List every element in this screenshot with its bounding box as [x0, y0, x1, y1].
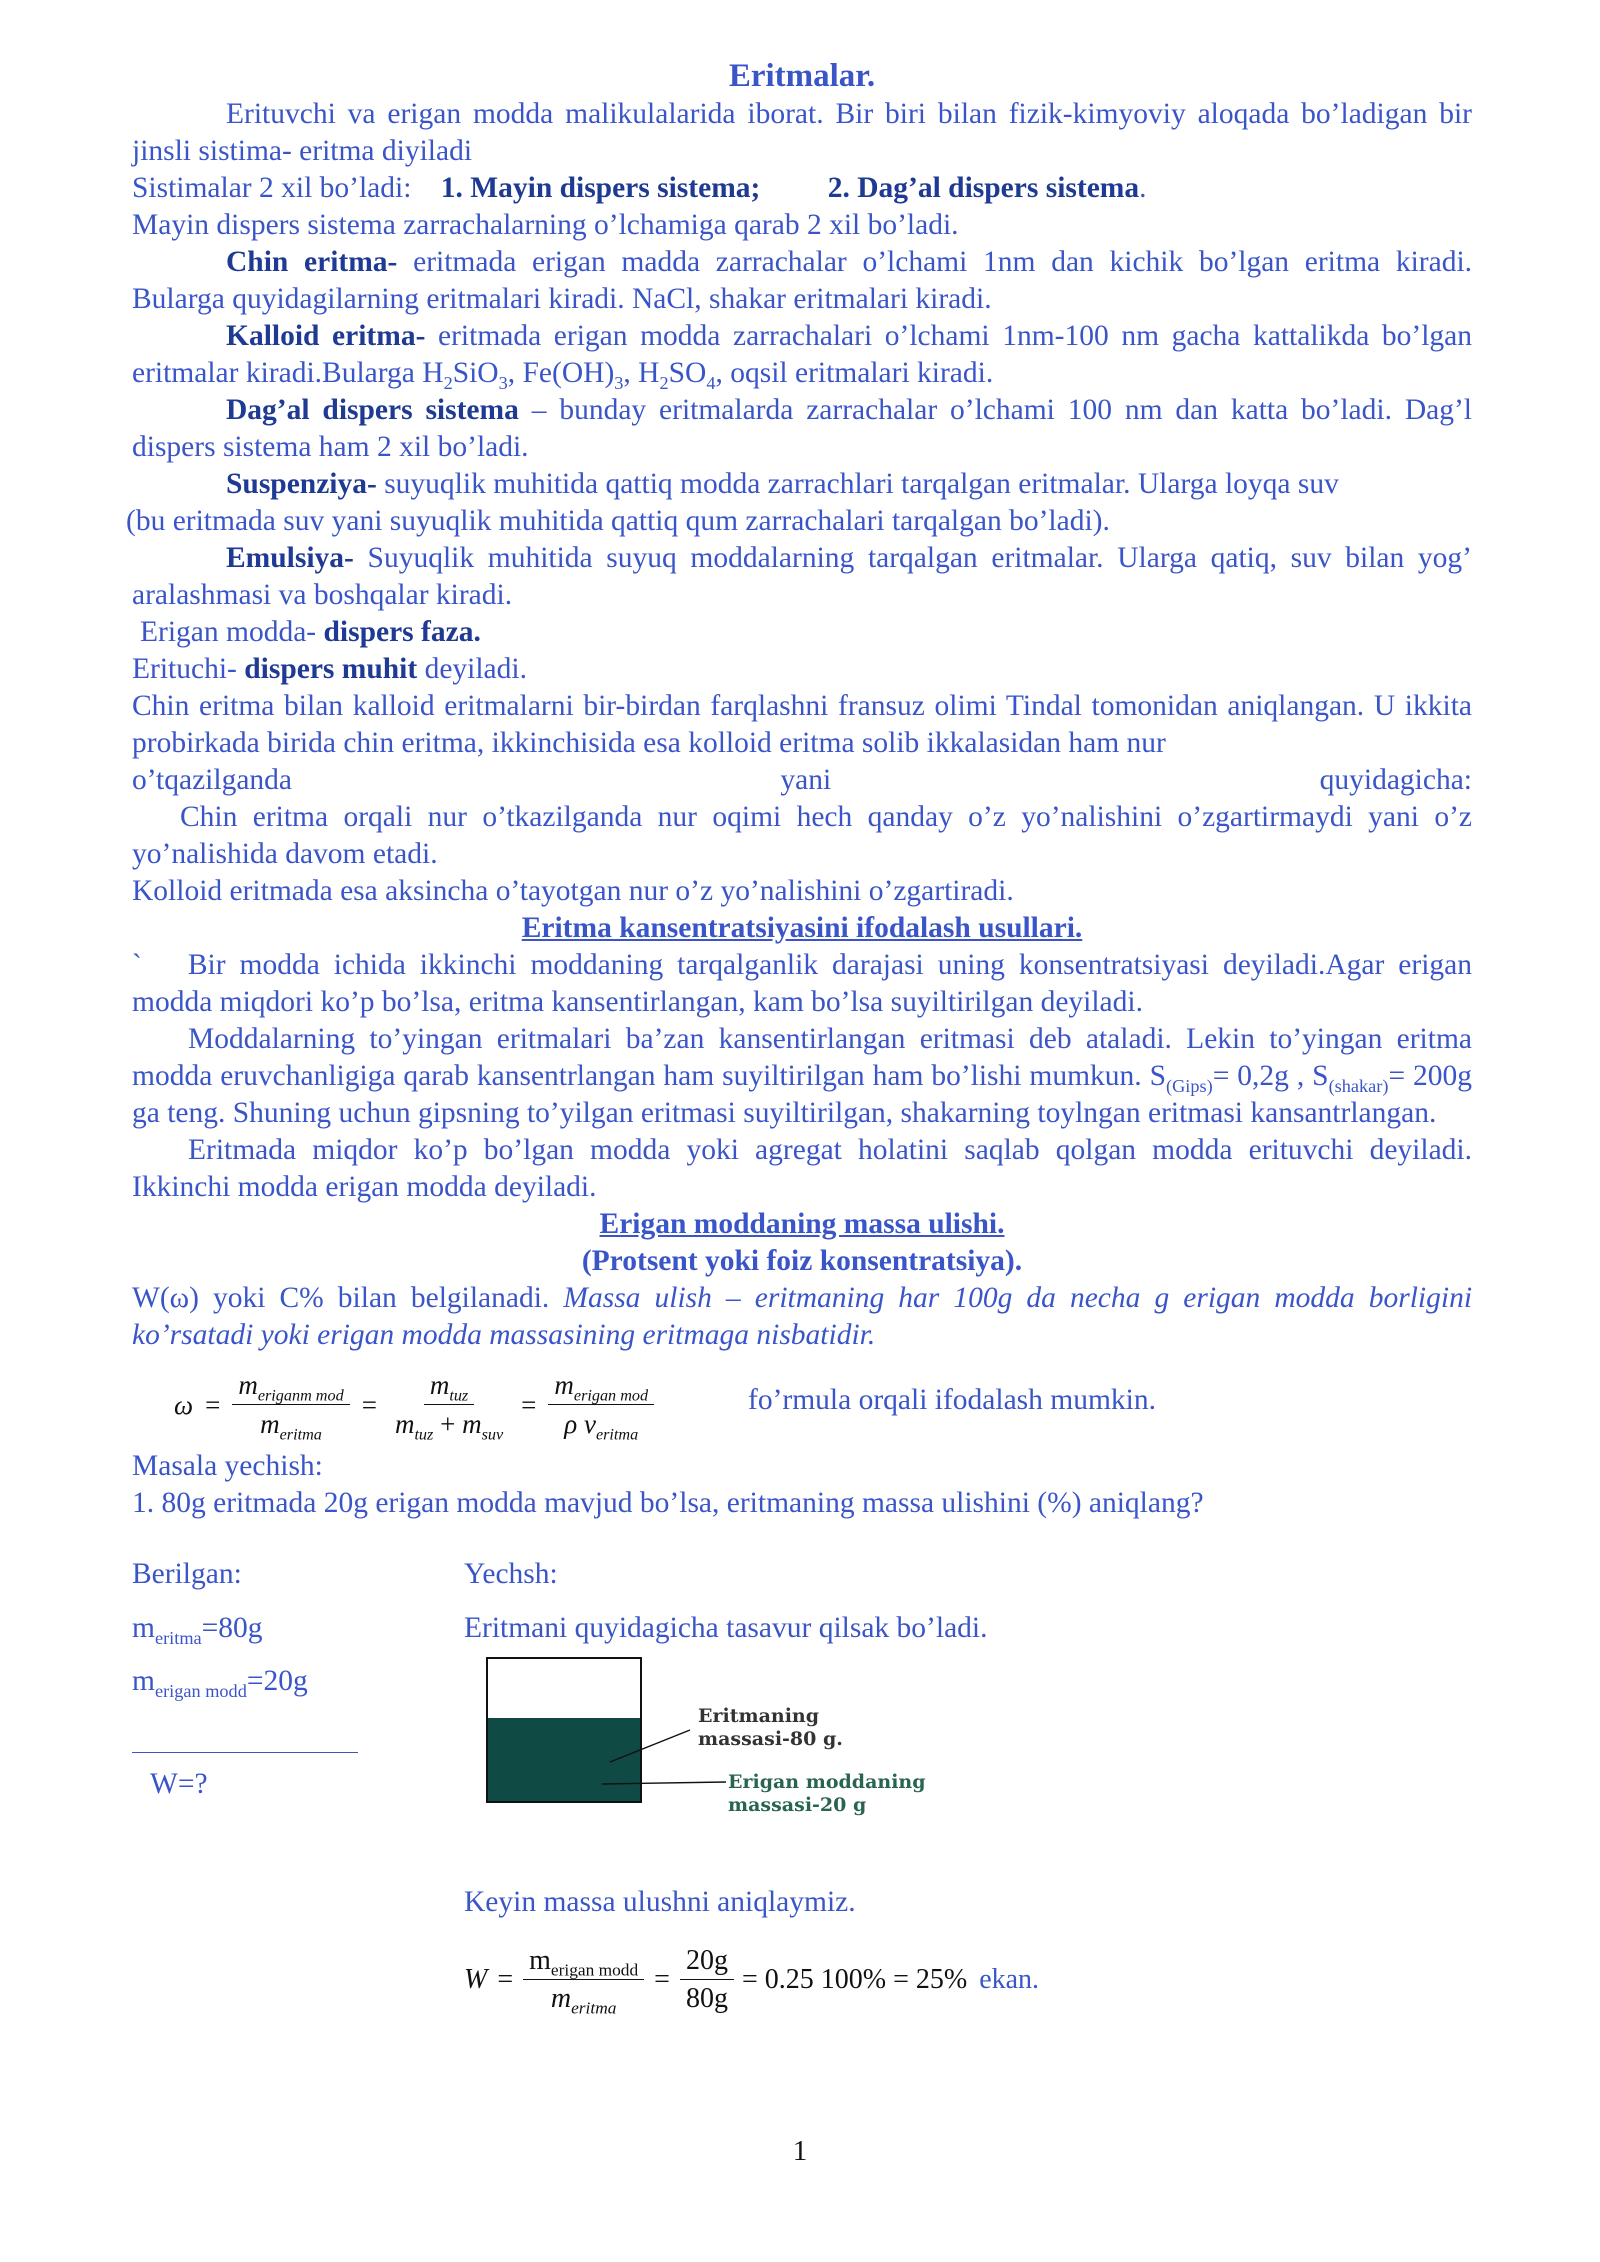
- solution-label: Yechsh:: [464, 1558, 558, 1590]
- paragraph-fine-dispersion: Mayin dispers sistema zarrachalarning o’lchamiga qarab 2 xil bo’ladi.: [132, 209, 959, 241]
- chemical-formulas: $H_2SiO_3$, $Fe(OH)_3$, $H_2SO_4$, oqsil eritmalari kiradi.: [422, 357, 994, 393]
- given-label: Berilgan:: [132, 1558, 242, 1590]
- label-solution-mass: Eritmaning massasi-80 g.: [698, 1705, 843, 1750]
- page-title: Eritmalar.: [728, 58, 876, 94]
- paragraph-solvent: Eritmada miqdor ko’p bo’lgan modda yoki agregat holatini saqlab qolgan modda erituvchi deyiladi. Ikkinchi modda erigan modda deyiladi.: [132, 1134, 1472, 1203]
- formula-caption: fo’rmula orqali ifodalash mumkin.: [748, 1384, 1156, 1416]
- solution-imagine: Eritmani quyidagicha tasavur qilsak bo’ladi.: [464, 1612, 988, 1644]
- paragraph-true-solution: Chin eritma- eritmada erigan madda zarrachalar o’lchami 1nm dan kichik bo’lgan eritma kiradi. Bularga quyidagilarning eritmalari kiradi. NaCl, shakar eritmalari kiradi.: [132, 246, 1473, 315]
- paragraph-colloid-solution: Kalloid eritma- eritmada erigan modda zarrachalari o’lchami 1nm-100 nm gacha kattalikda bo’lgan eritmalar kiradi.Bularga $H_2SiO_3$, $Fe(OH)_3$, $H_2SO_4$, oqsil eritmalari kiradi.: [132, 320, 1473, 393]
- paragraph-tyndall-colloid: Kolloid eritmada esa aksincha o’tayotgan nur o’z yo’nalishini o’zgartiradi.: [132, 875, 1014, 907]
- system-type-1: 1. Mayin dispers sistema;: [440, 172, 761, 204]
- label-solute-mass: Erigan moddaning massasi-20 g: [728, 1771, 926, 1816]
- fraction-1: $\frac{m_{eriganm mod}}{m_{eritma}}$: [232, 1366, 349, 1443]
- paragraph-system-types: Sistimalar 2 xil bo’ladi: 1. Mayin dispers sistema; 2. Dag’al dispers sistema.: [132, 172, 1147, 204]
- paragraph-mass-fraction-def: W(ω) yoki C% bilan belgilanadi. Massa ulish – eritmaning har 100g da necha g erigan modda borligini ko’rsatadi yoki erigan modda massasining eritmaga nisbatidir.: [132, 1282, 1473, 1351]
- section-subheading-percent: (Protsent yoki foiz konsentratsiya).: [581, 1245, 1023, 1277]
- pointer-line-solution: [610, 1730, 690, 1762]
- paragraph-dispersion-medium: Erituchi- dispers muhit deyiladi.: [132, 653, 527, 685]
- term-suspension: Suspenziya-: [226, 468, 377, 500]
- paragraph-emulsion: Emulsiya- Suyuqlik muhitida suyuq moddalarning tarqalgan eritmalar. Ularga qatiq, suv bilan yog’ aralashmasi va boshqalar kiradi.: [132, 542, 1473, 611]
- problem-solution: [132, 1522, 1472, 2082]
- paragraph-tyndall: Chin eritma bilan kalloid eritmalarni bir-birdan farqlashni fransuz olimi Tindal tomonidan aniqlangan. U ikkita probirkada birida chin eritma, ikkinchisida esa kolloid eritma solib ikkalasidan ham nur: [132, 690, 1472, 759]
- paragraph-definition: Erituvchi va erigan modda malikulalarida iborat. Bir biri bilan fizik-kimyoviy aloqada bo’ladigan bir jinsli sistima- eritma diyiladi: [132, 98, 1472, 167]
- problem-statement: 1. 80g eritmada 20g erigan modda mavjud bo’lsa, eritmaning massa ulishini (%) aniqlang?: [132, 1487, 1204, 1519]
- problem-heading: Masala yechish:: [132, 1450, 323, 1482]
- page-number: 1: [792, 2135, 808, 2167]
- section-heading-mass-fraction: Erigan moddaning massa ulishi.: [599, 1208, 1005, 1240]
- term-emulsion: Emulsiya-: [226, 542, 354, 574]
- pointer-line-solute: [602, 1782, 726, 1784]
- solution-then: Keyin massa ulushni aniqlaymiz.: [464, 1886, 856, 1918]
- term-true-solution: Chin eritma-: [226, 246, 398, 278]
- term-dispersed-phase: dispers faza.: [323, 616, 481, 648]
- term-colloid-solution: Kalloid eritma-: [226, 320, 426, 352]
- paragraph-suspension-note: (bu eritmada suv yani suyuqlik muhitida qattiq qum zarrachalari tarqalgan bo’ladi).: [126, 505, 1110, 537]
- paragraph-dispersed-phase: Erigan modda- dispers faza.: [140, 616, 481, 648]
- calculation-formula: W = $\frac{m_{erigan modd}}{m_{eritma}}$ = $\frac{20g}{80g}$ = 0.25 100% = 25% ekan.: [464, 1942, 1039, 2017]
- unknown-label: W=?: [150, 1768, 208, 1800]
- given-solute-mass: $m_{erigan modd}=20g$: [132, 1665, 308, 1701]
- fraction-3: $\frac{m_{erigan mod}}{\rho v_{eritma}}$: [548, 1366, 654, 1443]
- fraction-2: $\frac{m_{tuz}}{m_{tuz} + m_{suv}}$: [389, 1366, 509, 1443]
- mass-fraction-formula: ω = $\frac{m_{eriganm mod}}{m_{eritma}}$ = $\frac{m_{tuz}}{m_{tuz} + m_{suv}}$ = $\frac{m_{erigan mod}}{\rho v_{eritma}}$ fo’rmula orqali ifodalash mumkin.: [132, 1360, 1472, 1446]
- given-solution-mass: $m_{eritma}=80g$: [132, 1612, 263, 1648]
- paragraph-tyndall-line: o’tqazilganda yani quyidagicha:: [132, 764, 1472, 796]
- section-heading-concentration: Eritma kansentratsiyasini ifodalash usullari.: [521, 912, 1083, 944]
- paragraph-tyndall-true: Chin eritma orqali nur o’tkazilganda nur oqimi hech qanday o’z yo’nalishini o’zgartirmaydi yani o’z yo’nalishida davom etadi.: [132, 801, 1472, 870]
- system-type-2: 2. Dag’al dispers sistema: [827, 172, 1140, 204]
- term-coarse-dispersion: Dag’al dispers sistema: [226, 394, 519, 426]
- term-dispersion-medium: dispers muhit: [244, 653, 418, 685]
- paragraph-coarse-dispersion: Dag’al dispers sistema – bunday eritmalarda zarrachalar o’lchami 100 nm dan katta bo’ladi. Dag’l dispers sistema ham 2 xil bo’ladi.: [132, 394, 1472, 463]
- paragraph-saturated: Moddalarning to’yingan eritmalari ba’zan kansentirlangan eritmasi deb ataladi. Lekin to’yingan eritma modda eruvchanligiga qarab kansentrlangan ham suyiltirilgan ham bo’lishi mumkun. $S_{(Gips)}= 0,2g$ , $S_{(shakar)}= 200g$ ga teng. Shuning uchun gipsning to’yilgan eritmasi suyiltirilgan, shakarning toylngan eritmasi kansantrlangan.: [132, 1023, 1473, 1129]
- paragraph-concentration-def: ` Bir modda ichida ikkinchi moddaning tarqalganlik darajasi uning konsentratsiyasi deyiladi.Agar erigan modda miqdori ko’p bo’lsa, eritma kansentirlangan, kam bo’lsa suyiltirilgan deyiladi.: [132, 949, 1472, 1018]
- paragraph-suspension: Suspenziya- suyuqlik muhitida qattiq modda zarrachlari tarqalgan eritmalar. Ularga loyqa suv: [226, 468, 1339, 500]
- document-page: [126, 58, 1473, 2082]
